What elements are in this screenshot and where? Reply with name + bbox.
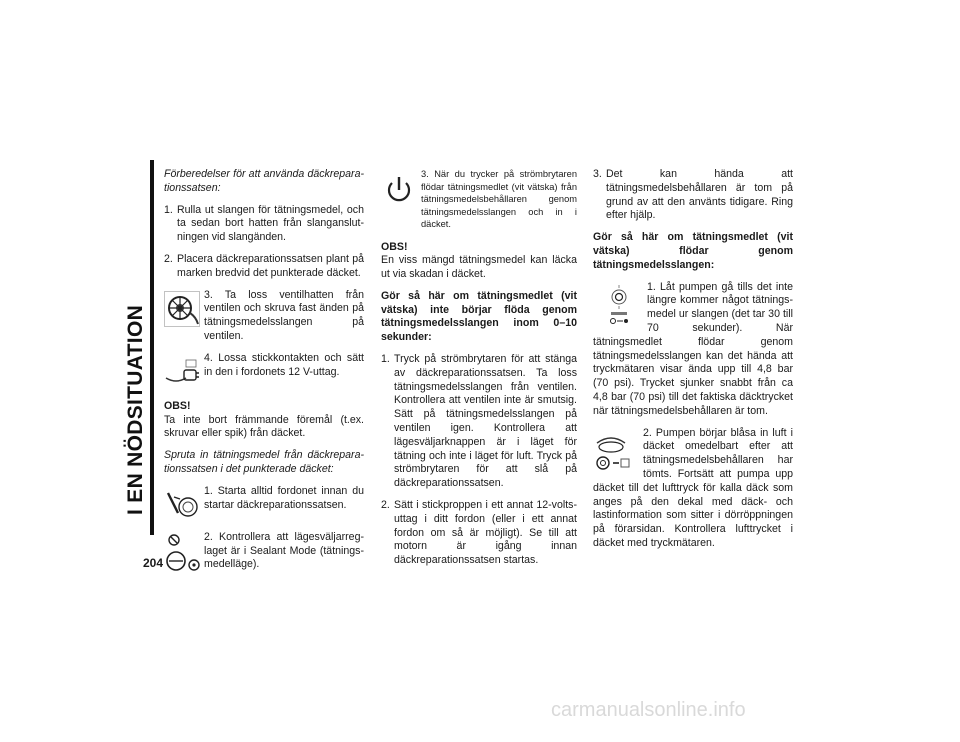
valve-hose-icon [164,291,200,327]
list-number: 2. [164,252,173,265]
step-with-icon [164,352,364,390]
list-item [164,204,364,245]
list-text: Rulla ut slangen för tätningsmedel, och ta sedan bort hatten från slanganslutningen vid slangänden. [177,203,364,244]
pump-paragraph [593,281,793,419]
step-text: 1. Starta alltid fordonet innan du startar däckreparationssatsen. [204,484,364,511]
step-with-icon [164,531,364,575]
section-bar [150,160,154,535]
list-text: Sätt i stickproppen i ett annat 12-voltsuttag i ditt fordon (eller i ett annat fordon om så är möjligt). Se till att motorn är igång innan däckreparationssatsen startas. [394,499,577,567]
page-number: 204 [143,556,164,570]
list-text: Placera däckreparationssatsen plant på marken bredvid det punkterade däcket. [177,252,364,279]
section-title: I EN NÖDSITUATION [124,304,147,515]
step-with-icon [164,485,364,523]
step-with-icon [381,168,577,231]
list-number: 1. [164,203,173,216]
obs-label: OBS! [164,399,191,412]
flow-heading: Gör så här om tätningsmedlet (vit vätska) flödar genom tätningsmedelsslangen: [593,231,793,271]
list-item [381,499,577,568]
inflate-text: 2. Pumpen börjar blåsa in luft i däcket omedelbart efter att tätningsmedelsbehållaren har tömts. Fortsätt att pumpa upp däcket till det lufttryck för kalla däck som anges på den dekal med däck- och lastinformation som sitter i dörröppningen på förarsidan. Kontrollera lufttrycket i däcket med tryckmätaren. [593,426,793,549]
step-text: 2. Kontrollera att lägesväljarreglaget är i Sealant Mode (tätningsmedelläge). [204,530,364,571]
ignition-key-icon [164,487,200,523]
list-number: 1. [381,353,390,366]
list-number: 3. [593,168,602,180]
no-flow-heading: Gör så här om tätningsmedlet (vit vätska) inte börjar flöda genom tätningsmedelsslangen inom 0–10 sekunder: [381,289,577,344]
watermark: carmanualsonline.info [551,699,746,721]
list-text: Tryck på strömbrytaren för att stänga av däckreparationssatsen. Ta loss tätningsmedelsslangen från ventilen. Kontrollera att ventilen inte är smutsig. Sätt på tätningsmedelsslangen på ventilen igen. Kontrollera att lägesväljarknappen är i läget för tätning och inte i läget för luft. Tryck på strömbrytaren för att slå på däckreparationssatsen. [394,353,577,490]
prep-heading: Förberedelser för att använda däckreparationssatsen: [164,168,364,194]
list-number: 2. [381,499,390,512]
inflate-paragraph [593,427,793,551]
mode-selector-icon [164,533,200,575]
pump-text: 1. Låt pumpen gå tills det inte längre kommer något tätningsmedel ur slangen (det tar 30 till 70 sekunder). När tätningsmedlet flödar genom tätningsmedelsslangen kan det hända att tryckmätaren visar ända upp till 4,8 bar (70 psi). Trycket sjunker snabbt från ca 4,8 bar (70 psi) till det faktiska däcktrycket när tätningsmedelsbehållaren är tom. [593,280,793,417]
obs-text: En viss mängd tätningsmedel kan läcka ut via skadan i däcket. [381,254,577,281]
list-item [381,353,577,491]
step-with-icon [164,289,364,344]
obs-text: Ta inte bort främmande föremål (t.ex. skruvar eller spik) från däcket. [164,413,364,440]
step-text: 3. När du trycker på strömbrytaren flödar tätningsmedlet (vit vätska) från tätningsmedelsbehållaren genom tätningsmedelsslangen och in i däcket. [421,169,577,229]
inject-heading: Spruta in tätningsmedel från däckreparationssatsen i det punkterade däcket: [164,449,364,475]
power-icon [381,170,417,206]
compressor-icon [593,429,633,473]
pump-gauge-icon [601,283,637,327]
list-text: Det kan hända att tätningsmedelsbehållaren är tom på grund av att den använts tidigare. Ring efter hjälp. [606,168,793,222]
list-item [164,253,364,281]
power-plug-icon [164,354,200,390]
column-1 [164,168,364,583]
list-item [593,168,793,223]
obs-label: OBS! [381,240,408,253]
step-text: 4. Lossa stickkontakten och sätt in den i fordonets 12 V-uttag. [204,351,364,378]
column-3 [593,168,793,559]
column-2 [381,168,577,576]
step-text: 3. Ta loss ventilhatten från ventilen och skruva fast änden på tätningsmedelsslangen på ventilen. [204,288,364,342]
